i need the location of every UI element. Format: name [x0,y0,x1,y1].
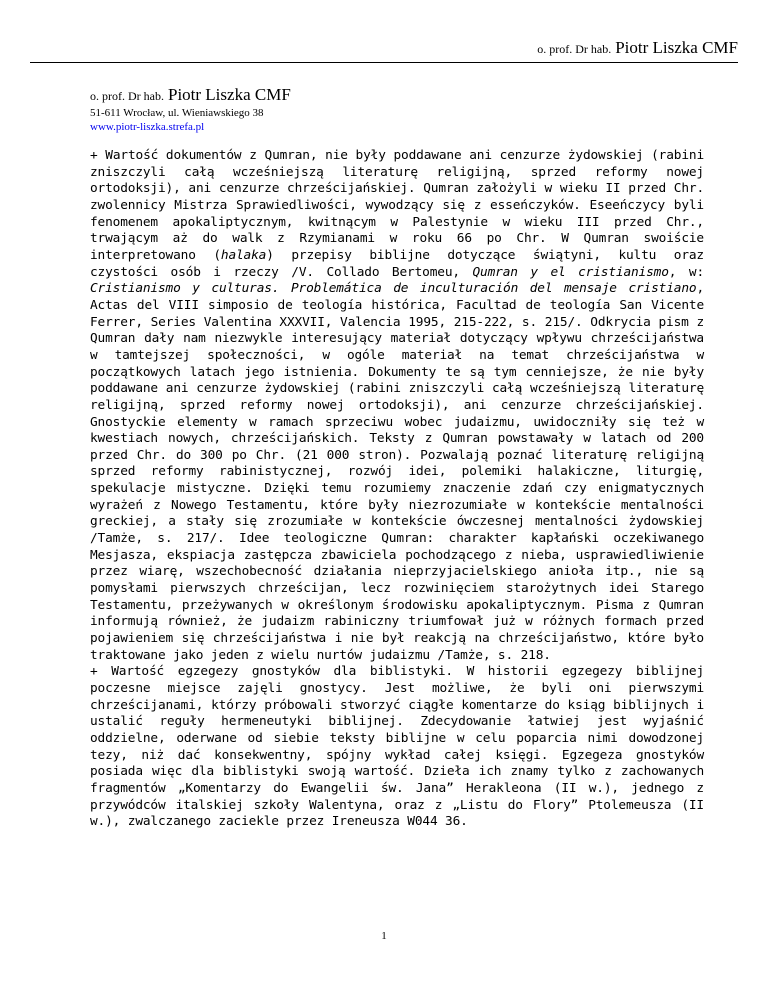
author-website-link[interactable]: www.piotr-liszka.strefa.pl [90,121,205,133]
document-body [90,148,704,831]
paragraph-qumran-text-2: ) przepisy biblijne dotyczące świątyni, kultu oraz czystości osób i rzeczy /V. Collado Bertomeu, [90,247,704,280]
header-title-name: Piotr Liszka CMF [615,38,738,57]
running-header [537,38,738,58]
paragraph-qumran-italic-3: Cristianismo y culturas. Problemática de inculturación del mensaje cristiano [90,281,697,297]
paragraph-qumran-text-4: , Actas del VIII simposio de teología histórica, Facultad de teología San Vicente Ferrer, Series Valentina XXXVII, Valencia 1995, 215-222, s. 215/. Odkrycia pism z Qumran dały nam niezwykle interesujący materiał dotyczący wpływu chrześcijaństwa w tamtejszej społeczności, w ogóle materiał na temat chrześcijaństwa w początkowych latach jego istnienia. Dokumenty te są tym cenniejsze, że nie były poddawane ani cenzurze żydowskiej (rabini zniszczyli całą wcześniejszą literaturę religijną, sprzed reformy nowej ortodoksji), ani cenzurze chrześcijańskiej. Gnostyckie elementy w ramach sprzeciwu wobec judaizmu, uwidoczniły się też w kwestiach nowych, chrześcijańskich. Teksty z Qumran powstawały w latach od 200 przed Chr. do 300 po Chr. (21 000 stron). Pozwalają poznać literaturę religijną sprzed reformy rabinistycznej, rozwój idei, polemiki halakiczne, liturgię, spekulacje mistyczne. Dzięki temu rozumiemy znaczenie zdań czy enigmatycznych wyrażeń z Nowego Testamentu, które były niezrozumiałe w kontekście mentalności greckiej, a stały się zrozumiałe w kontekście ówczesnej mentalności żydowskiej /Tamże, s. 217/. Idee teologiczne Qumran: charakter kapłański oczekiwanego Mesjasza, ekspiacja zastępcza zbawiciela pochodzącego z nieba, usprawiedliwienie przez wiarę, wszechobecność działania nieprzyjacielskiego anioła itp., nie są pomysłami pierwszych chrześcijan, lecz rozwinięciem starożytnych idei Starego Testamentu, przeżywanych w określonym środowisku apokaliptycznym. Pisma z Qumran informują również, że judaizm rabiniczny triumfował już w różnych formach przed pojawieniem się chrześcijaństwa i nie był reakcją na chrześcijaństwo, które było traktowane jako jeden z wielu nurtów judaizmu /Tamże, s. 218. [90,281,704,663]
paragraph-qumran-italic-2: Qumran y el cristianismo [472,264,669,280]
header-rule [30,62,738,63]
page-number: 1 [381,930,387,942]
paragraph-qumran-text-3: , w: [668,264,704,280]
author-address: 51-611 Wrocław, ul. Wieniawskiego 38 [90,107,264,119]
author-name-line [90,85,291,105]
author-prefix: o. prof. Dr hab. [90,89,164,103]
header-title-prefix: o. prof. Dr hab. [537,42,612,56]
paragraph-qumran-italic-1: halaka [220,247,267,263]
author-block [90,85,291,134]
author-name: Piotr Liszka CMF [167,85,291,104]
paragraph-qumran [90,148,704,664]
paragraph-gnostics: + Wartość egzegezy gnostyków dla biblistyki. W historii egzegezy biblijnej poczesne miejsce zajęli gnostycy. Jest możliwe, że byli oni pierwszymi chrześcijanami, którzy próbowali stworzyć ciągłe komentarze do ksiąg biblijnych i ustalić reguły hermeneutyki biblijnej. Zdecydowanie łatwiej jest wyjaśnić oddzielne, oderwane od siebie teksty biblijne w celu poparcia nimi dowodzonej tezy, niż dać konsekwentny, spójny wykład całej księgi. Egzegeza gnostyków posiada więc dla biblistyki swoją wartość. Dzieła ich znamy tylko z zachowanych fragmentów „Komentarzy do Ewangelii św. Jana” Herakleona (II w.), jednego z przywódców italskiej szkoły Walentyna, oraz z „Listu do Flory” Ptolemeusza (II w.), zwalczanego zaciekle przez Ireneusza W044 36. [90,664,704,830]
paragraph-qumran-text-1: + Wartość dokumentów z Qumran, nie były poddawane ani cenzurze żydowskiej (rabini zniszczyli całą wcześniejszą literaturę religijną, sprzed reformy nowej ortodoksji), ani cenzurze chrześcijańskiej. Qumran założyli w wieku II przed Chr. zwolennicy Mistrza Sprawiedliwości, wywodzący się z esseńczyków. Eseeńczycy byli fenomenem apokaliptycznym, kwitnącym w Palestynie w wieku III przed Chr., trwającym aż do walk z Rzymianami w roku 66 po Chr. W Qumran swoiście interpretowano ( [90,148,704,263]
